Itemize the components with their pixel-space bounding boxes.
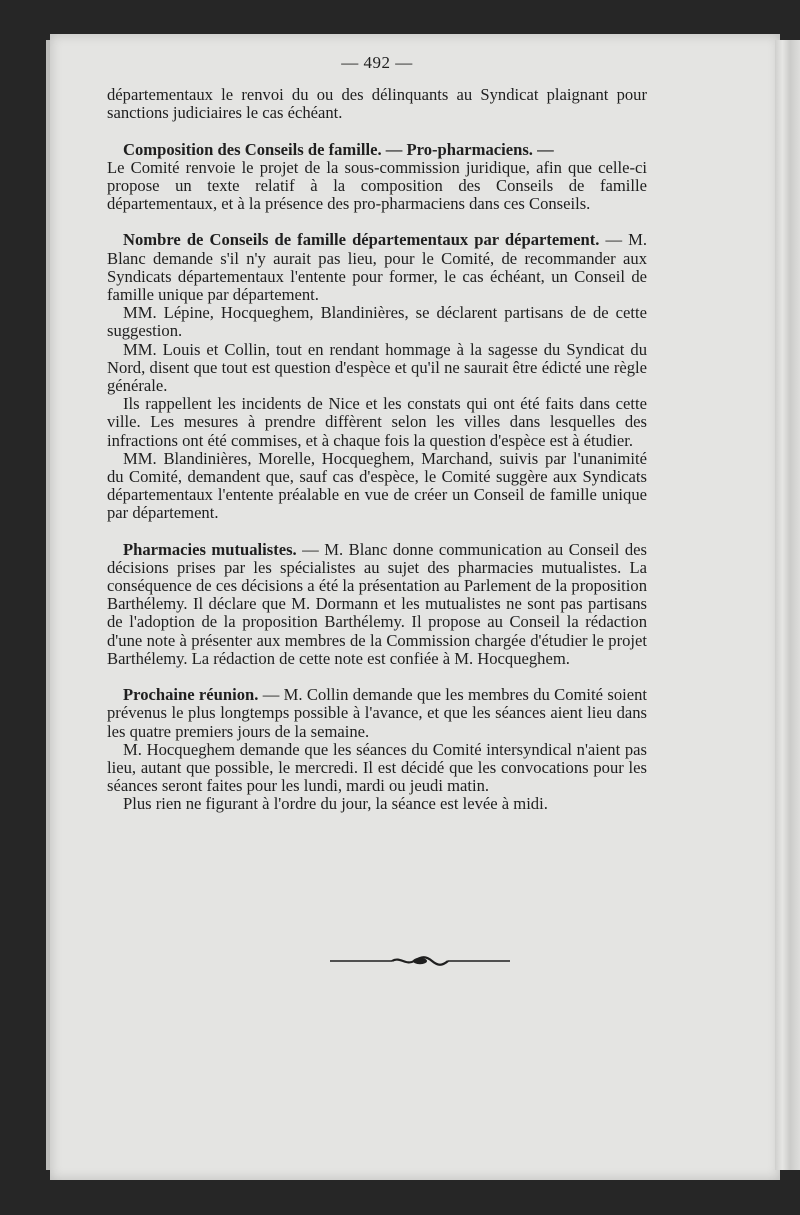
section-heading: Composition des Conseils de famille. — Pro-pharmaciens. — bbox=[123, 139, 554, 159]
decorative-rule-icon bbox=[330, 952, 510, 970]
section-prochaine-reunion bbox=[107, 686, 647, 741]
paragraph: Ils rappellent les incidents de Nice et les constats qui ont été faits dans cette ville. Les mesures à prendre diffèrent selon les villes dans lesquelles des infractions ont été commises, et à chaque fois la question d'espèce est à étudier. bbox=[107, 394, 647, 450]
page-stack-edge bbox=[775, 40, 800, 1170]
section-composition-heading bbox=[107, 141, 647, 159]
intro-paragraph: départementaux le renvoi du ou des délinquants au Syndicat plaignant pour sanctions judiciaires le cas échéant. bbox=[107, 85, 647, 123]
page-number: — 492 — bbox=[341, 53, 413, 72]
document-body bbox=[107, 54, 647, 814]
paragraph: MM. Louis et Collin, tout en rendant hommage à la sagesse du Syndicat du Nord, disent que tout est question d'espèce et qu'il ne saurait être édicté une règle générale. bbox=[107, 339, 647, 396]
section-heading: Nombre de Conseils de famille départementaux par département. bbox=[123, 230, 600, 250]
paragraph: Le Comité renvoie le projet de la sous-commission juridique, afin que celle-ci propose un texte relatif à la composition des Conseils de famille départementaux, et à la présence des pro-pharmaciens dans ces Conseils. bbox=[107, 157, 647, 214]
closing-paragraph: Plus rien ne figurant à l'ordre du jour, la séance est levée à midi. bbox=[123, 794, 548, 814]
section-lead-text: — M. Blanc demande s'il n'y aurait pas lieu, pour le Comité, de recommander aux Syndicats départementaux l'entente pour former, le cas échéant, un Conseil de famille unique par département. bbox=[107, 230, 647, 305]
section-pharmacies-mutualistes bbox=[107, 541, 647, 668]
paragraph: M. Hocqueghem demande que les séances du Comité intersyndical n'aient pas lieu, autant que possible, le mercredi. Il est décidé que les convocations pour les séances seront faites pour les lundi, mardi ou jeudi matin. bbox=[107, 739, 647, 796]
paragraph: MM. Blandinières, Morelle, Hocqueghem, Marchand, suivis par l'unanimité du Comité, demandent que, sauf cas d'espèce, le Comité suggère aux Syndicats départementaux l'entente préalable en vue de créer un Conseil de famille unique par département. bbox=[107, 448, 647, 523]
section-lead-text: — M. Blanc donne communication au Conseil des décisions prises par les spécialistes au sujet des pharmacies mutualistes. La conséquence de ces décisions a été la présentation au Parlement de la proposition Barthélemy. Il déclare que M. Dormann et les mutualistes ne sont pas partisans de l'adoption de la proposition Barthélemy. Il propose au Conseil la rédaction d'une note à présenter aux membres de la Commission chargée d'étudier le projet Barthélemy. La rédaction de cette note est confiée à M. Hocqueghem. bbox=[107, 539, 647, 668]
paragraph: MM. Lépine, Hocqueghem, Blandinières, se déclarent partisans de de cette suggestion. bbox=[107, 303, 647, 341]
section-nombre-conseils bbox=[107, 231, 647, 304]
section-heading: Pharmacies mutualistes. bbox=[123, 539, 297, 559]
section-heading: Prochaine réunion. bbox=[123, 685, 259, 705]
section-lead-text: — M. Collin demande que les membres du Comité soient prévenus le plus longtemps possible à l'avance, et que les séances aient lieu dans les quatre premiers jours de la semaine. bbox=[107, 685, 647, 741]
